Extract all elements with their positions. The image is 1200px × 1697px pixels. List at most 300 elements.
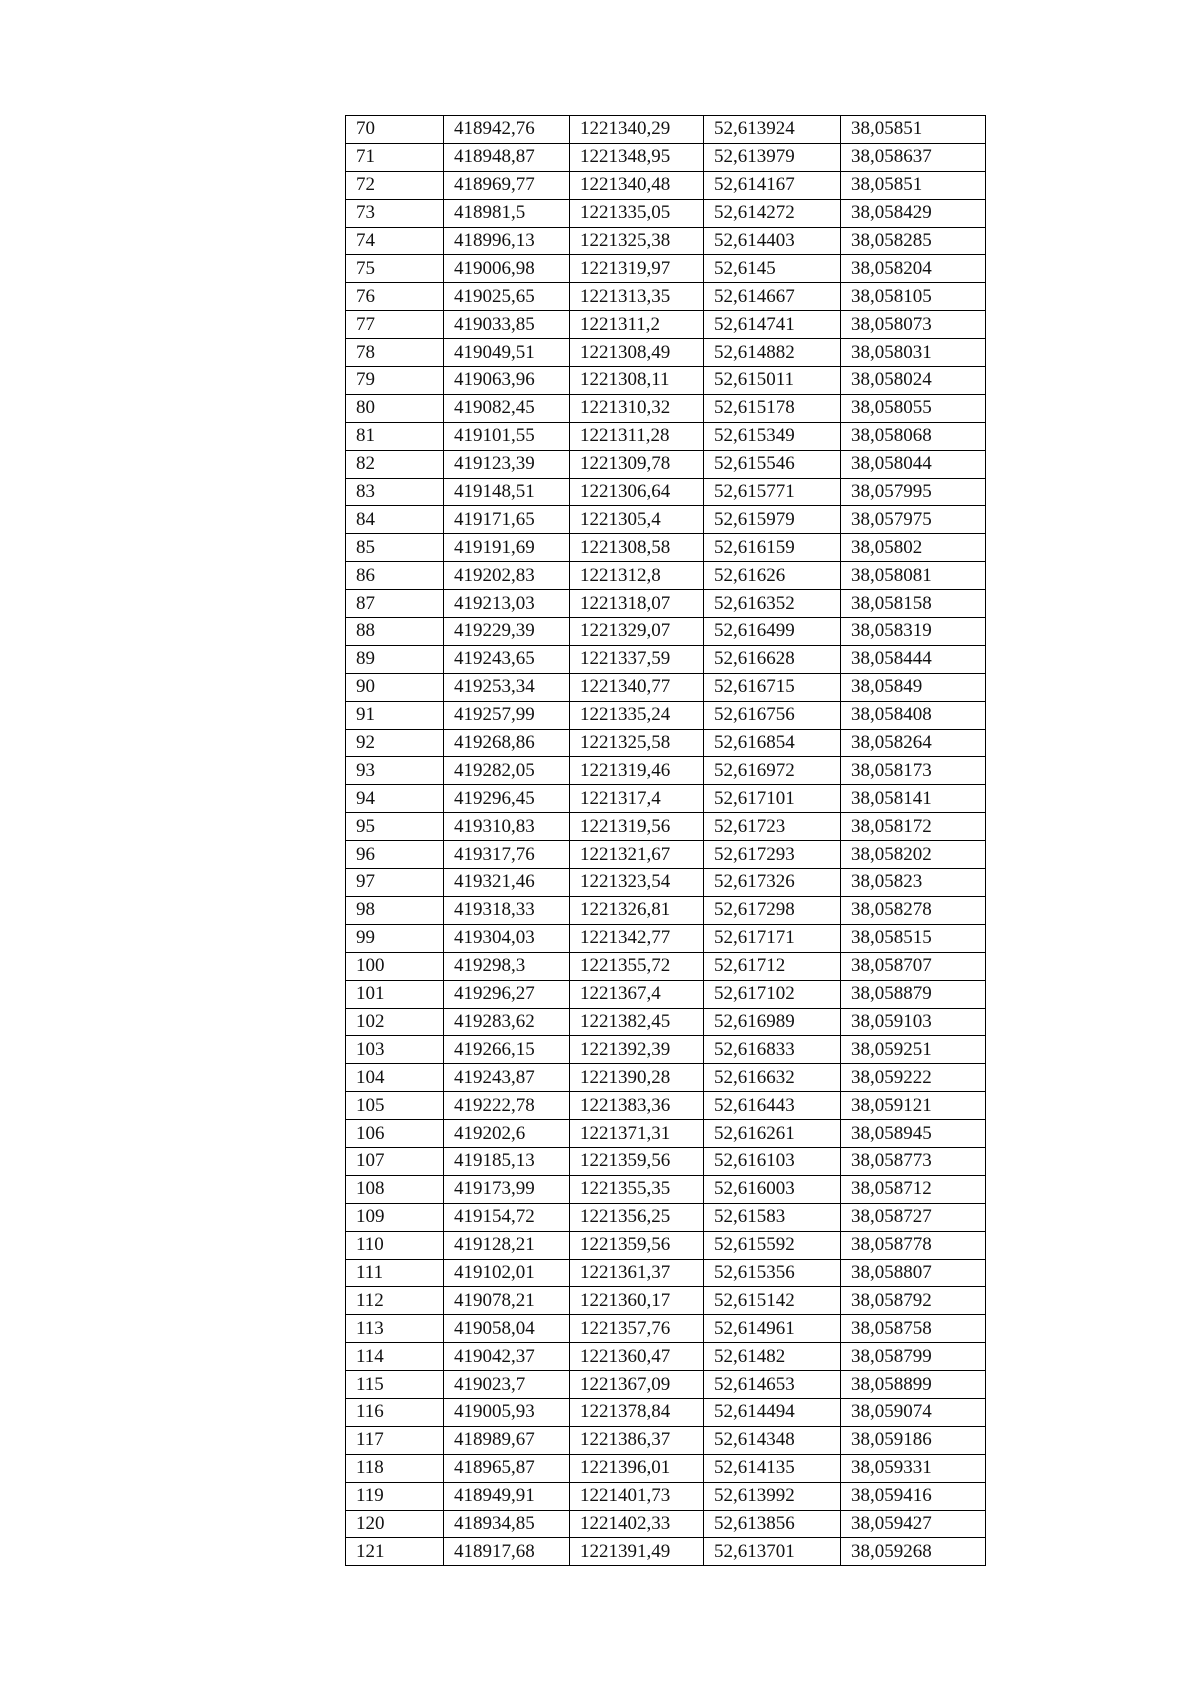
latitude-cell: 52,614882: [704, 339, 841, 367]
x-coordinate-cell: 418981,5: [444, 199, 570, 227]
point-number-cell: 72: [346, 171, 444, 199]
longitude-cell: 38,058031: [841, 339, 986, 367]
point-number-cell: 83: [346, 478, 444, 506]
y-coordinate-cell: 1221390,28: [570, 1064, 704, 1092]
x-coordinate-cell: 419005,93: [444, 1398, 570, 1426]
point-number-cell: 91: [346, 701, 444, 729]
point-number-cell: 119: [346, 1482, 444, 1510]
longitude-cell: 38,058204: [841, 255, 986, 283]
longitude-cell: 38,058055: [841, 394, 986, 422]
point-number-cell: 76: [346, 283, 444, 311]
point-number-cell: 115: [346, 1371, 444, 1399]
point-number-cell: 105: [346, 1092, 444, 1120]
longitude-cell: 38,058278: [841, 896, 986, 924]
point-number-cell: 109: [346, 1203, 444, 1231]
table-row: [346, 757, 986, 785]
y-coordinate-cell: 1221311,28: [570, 422, 704, 450]
latitude-cell: 52,614741: [704, 311, 841, 339]
table-row: [346, 1454, 986, 1482]
longitude-cell: 38,05823: [841, 869, 986, 897]
y-coordinate-cell: 1221402,33: [570, 1510, 704, 1538]
latitude-cell: 52,616833: [704, 1036, 841, 1064]
x-coordinate-cell: 419222,78: [444, 1092, 570, 1120]
longitude-cell: 38,059074: [841, 1398, 986, 1426]
point-number-cell: 85: [346, 534, 444, 562]
y-coordinate-cell: 1221325,58: [570, 729, 704, 757]
longitude-cell: 38,058758: [841, 1315, 986, 1343]
point-number-cell: 100: [346, 952, 444, 980]
x-coordinate-cell: 418996,13: [444, 227, 570, 255]
y-coordinate-cell: 1221319,97: [570, 255, 704, 283]
y-coordinate-cell: 1221348,95: [570, 143, 704, 171]
x-coordinate-cell: 419078,21: [444, 1287, 570, 1315]
x-coordinate-cell: 419102,01: [444, 1259, 570, 1287]
y-coordinate-cell: 1221335,24: [570, 701, 704, 729]
latitude-cell: 52,614167: [704, 171, 841, 199]
y-coordinate-cell: 1221313,35: [570, 283, 704, 311]
longitude-cell: 38,059251: [841, 1036, 986, 1064]
point-number-cell: 82: [346, 450, 444, 478]
x-coordinate-cell: 419025,65: [444, 283, 570, 311]
longitude-cell: 38,058408: [841, 701, 986, 729]
table-row: [346, 534, 986, 562]
point-number-cell: 71: [346, 143, 444, 171]
table-row: [346, 841, 986, 869]
longitude-cell: 38,058141: [841, 785, 986, 813]
point-number-cell: 117: [346, 1426, 444, 1454]
point-number-cell: 106: [346, 1120, 444, 1148]
y-coordinate-cell: 1221308,49: [570, 339, 704, 367]
x-coordinate-cell: 418949,91: [444, 1482, 570, 1510]
table-row: [346, 980, 986, 1008]
y-coordinate-cell: 1221308,11: [570, 367, 704, 395]
point-number-cell: 111: [346, 1259, 444, 1287]
point-number-cell: 110: [346, 1231, 444, 1259]
longitude-cell: 38,058712: [841, 1175, 986, 1203]
table-row: [346, 339, 986, 367]
y-coordinate-cell: 1221355,35: [570, 1175, 704, 1203]
x-coordinate-cell: 419185,13: [444, 1147, 570, 1175]
x-coordinate-cell: 418969,77: [444, 171, 570, 199]
x-coordinate-cell: 419202,6: [444, 1120, 570, 1148]
point-number-cell: 108: [346, 1175, 444, 1203]
longitude-cell: 38,058173: [841, 757, 986, 785]
table-row: [346, 367, 986, 395]
latitude-cell: 52,613992: [704, 1482, 841, 1510]
x-coordinate-cell: 419082,45: [444, 394, 570, 422]
point-number-cell: 98: [346, 896, 444, 924]
coordinates-table: [345, 115, 986, 1566]
y-coordinate-cell: 1221335,05: [570, 199, 704, 227]
table-row: [346, 1120, 986, 1148]
longitude-cell: 38,059427: [841, 1510, 986, 1538]
point-number-cell: 89: [346, 645, 444, 673]
y-coordinate-cell: 1221360,17: [570, 1287, 704, 1315]
latitude-cell: 52,614494: [704, 1398, 841, 1426]
point-number-cell: 90: [346, 673, 444, 701]
table-row: [346, 1231, 986, 1259]
latitude-cell: 52,617102: [704, 980, 841, 1008]
table-row: [346, 645, 986, 673]
point-number-cell: 92: [346, 729, 444, 757]
latitude-cell: 52,616632: [704, 1064, 841, 1092]
x-coordinate-cell: 418934,85: [444, 1510, 570, 1538]
point-number-cell: 114: [346, 1343, 444, 1371]
point-number-cell: 74: [346, 227, 444, 255]
longitude-cell: 38,058773: [841, 1147, 986, 1175]
latitude-cell: 52,61626: [704, 562, 841, 590]
longitude-cell: 38,058637: [841, 143, 986, 171]
y-coordinate-cell: 1221386,37: [570, 1426, 704, 1454]
longitude-cell: 38,05851: [841, 171, 986, 199]
longitude-cell: 38,058515: [841, 924, 986, 952]
y-coordinate-cell: 1221309,78: [570, 450, 704, 478]
y-coordinate-cell: 1221319,46: [570, 757, 704, 785]
latitude-cell: 52,615178: [704, 394, 841, 422]
longitude-cell: 38,058879: [841, 980, 986, 1008]
longitude-cell: 38,058799: [841, 1343, 986, 1371]
table-row: [346, 1008, 986, 1036]
x-coordinate-cell: 418948,87: [444, 143, 570, 171]
table-row: [346, 1092, 986, 1120]
y-coordinate-cell: 1221371,31: [570, 1120, 704, 1148]
longitude-cell: 38,057995: [841, 478, 986, 506]
point-number-cell: 96: [346, 841, 444, 869]
x-coordinate-cell: 419049,51: [444, 339, 570, 367]
latitude-cell: 52,615011: [704, 367, 841, 395]
longitude-cell: 38,059331: [841, 1454, 986, 1482]
table-row: [346, 1203, 986, 1231]
point-number-cell: 97: [346, 869, 444, 897]
point-number-cell: 94: [346, 785, 444, 813]
latitude-cell: 52,616003: [704, 1175, 841, 1203]
table-row: [346, 1175, 986, 1203]
latitude-cell: 52,617298: [704, 896, 841, 924]
longitude-cell: 38,058899: [841, 1371, 986, 1399]
table-row: [346, 116, 986, 144]
y-coordinate-cell: 1221367,09: [570, 1371, 704, 1399]
point-number-cell: 120: [346, 1510, 444, 1538]
longitude-cell: 38,058024: [841, 367, 986, 395]
x-coordinate-cell: 419282,05: [444, 757, 570, 785]
latitude-cell: 52,616352: [704, 590, 841, 618]
table-row: [346, 422, 986, 450]
x-coordinate-cell: 419006,98: [444, 255, 570, 283]
longitude-cell: 38,058044: [841, 450, 986, 478]
y-coordinate-cell: 1221321,67: [570, 841, 704, 869]
x-coordinate-cell: 419101,55: [444, 422, 570, 450]
latitude-cell: 52,615356: [704, 1259, 841, 1287]
table-row: [346, 952, 986, 980]
x-coordinate-cell: 419317,76: [444, 841, 570, 869]
table-row: [346, 506, 986, 534]
longitude-cell: 38,058792: [841, 1287, 986, 1315]
latitude-cell: 52,616159: [704, 534, 841, 562]
latitude-cell: 52,61583: [704, 1203, 841, 1231]
x-coordinate-cell: 419243,65: [444, 645, 570, 673]
point-number-cell: 104: [346, 1064, 444, 1092]
latitude-cell: 52,613856: [704, 1510, 841, 1538]
longitude-cell: 38,059416: [841, 1482, 986, 1510]
y-coordinate-cell: 1221340,77: [570, 673, 704, 701]
point-number-cell: 86: [346, 562, 444, 590]
y-coordinate-cell: 1221342,77: [570, 924, 704, 952]
point-number-cell: 84: [346, 506, 444, 534]
y-coordinate-cell: 1221326,81: [570, 896, 704, 924]
x-coordinate-cell: 419296,27: [444, 980, 570, 1008]
y-coordinate-cell: 1221312,8: [570, 562, 704, 590]
point-number-cell: 78: [346, 339, 444, 367]
latitude-cell: 52,613979: [704, 143, 841, 171]
latitude-cell: 52,615979: [704, 506, 841, 534]
y-coordinate-cell: 1221391,49: [570, 1538, 704, 1566]
x-coordinate-cell: 419298,3: [444, 952, 570, 980]
table-row: [346, 1538, 986, 1566]
point-number-cell: 121: [346, 1538, 444, 1566]
table-row: [346, 1398, 986, 1426]
table-row: [346, 1259, 986, 1287]
y-coordinate-cell: 1221360,47: [570, 1343, 704, 1371]
latitude-cell: 52,616628: [704, 645, 841, 673]
table-row: [346, 255, 986, 283]
x-coordinate-cell: 419033,85: [444, 311, 570, 339]
table-row: [346, 673, 986, 701]
table-row: [346, 1036, 986, 1064]
y-coordinate-cell: 1221323,54: [570, 869, 704, 897]
latitude-cell: 52,616756: [704, 701, 841, 729]
latitude-cell: 52,616261: [704, 1120, 841, 1148]
longitude-cell: 38,058945: [841, 1120, 986, 1148]
coordinates-table-body: [346, 116, 986, 1566]
y-coordinate-cell: 1221318,07: [570, 590, 704, 618]
latitude-cell: 52,614135: [704, 1454, 841, 1482]
y-coordinate-cell: 1221361,37: [570, 1259, 704, 1287]
x-coordinate-cell: 419304,03: [444, 924, 570, 952]
latitude-cell: 52,616499: [704, 618, 841, 646]
x-coordinate-cell: 419310,83: [444, 813, 570, 841]
longitude-cell: 38,058429: [841, 199, 986, 227]
y-coordinate-cell: 1221383,36: [570, 1092, 704, 1120]
longitude-cell: 38,059103: [841, 1008, 986, 1036]
y-coordinate-cell: 1221337,59: [570, 645, 704, 673]
y-coordinate-cell: 1221340,48: [570, 171, 704, 199]
longitude-cell: 38,058264: [841, 729, 986, 757]
longitude-cell: 38,059121: [841, 1092, 986, 1120]
y-coordinate-cell: 1221356,25: [570, 1203, 704, 1231]
y-coordinate-cell: 1221378,84: [570, 1398, 704, 1426]
table-row: [346, 1064, 986, 1092]
x-coordinate-cell: 419283,62: [444, 1008, 570, 1036]
longitude-cell: 38,057975: [841, 506, 986, 534]
table-row: [346, 1315, 986, 1343]
table-row: [346, 283, 986, 311]
latitude-cell: 52,615142: [704, 1287, 841, 1315]
y-coordinate-cell: 1221325,38: [570, 227, 704, 255]
latitude-cell: 52,616443: [704, 1092, 841, 1120]
table-row: [346, 1510, 986, 1538]
point-number-cell: 75: [346, 255, 444, 283]
x-coordinate-cell: 419202,83: [444, 562, 570, 590]
y-coordinate-cell: 1221382,45: [570, 1008, 704, 1036]
longitude-cell: 38,058073: [841, 311, 986, 339]
latitude-cell: 52,6145: [704, 255, 841, 283]
x-coordinate-cell: 418965,87: [444, 1454, 570, 1482]
x-coordinate-cell: 419253,34: [444, 673, 570, 701]
longitude-cell: 38,058105: [841, 283, 986, 311]
point-number-cell: 103: [346, 1036, 444, 1064]
longitude-cell: 38,059222: [841, 1064, 986, 1092]
point-number-cell: 80: [346, 394, 444, 422]
latitude-cell: 52,615349: [704, 422, 841, 450]
table-row: [346, 1482, 986, 1510]
longitude-cell: 38,05851: [841, 116, 986, 144]
x-coordinate-cell: 419148,51: [444, 478, 570, 506]
latitude-cell: 52,614348: [704, 1426, 841, 1454]
point-number-cell: 116: [346, 1398, 444, 1426]
y-coordinate-cell: 1221310,32: [570, 394, 704, 422]
point-number-cell: 93: [346, 757, 444, 785]
latitude-cell: 52,615771: [704, 478, 841, 506]
longitude-cell: 38,059268: [841, 1538, 986, 1566]
longitude-cell: 38,058158: [841, 590, 986, 618]
latitude-cell: 52,61712: [704, 952, 841, 980]
latitude-cell: 52,61723: [704, 813, 841, 841]
x-coordinate-cell: 418942,76: [444, 116, 570, 144]
point-number-cell: 107: [346, 1147, 444, 1175]
table-row: [346, 1287, 986, 1315]
latitude-cell: 52,615592: [704, 1231, 841, 1259]
table-row: [346, 394, 986, 422]
y-coordinate-cell: 1221305,4: [570, 506, 704, 534]
table-row: [346, 562, 986, 590]
table-row: [346, 478, 986, 506]
point-number-cell: 95: [346, 813, 444, 841]
x-coordinate-cell: 419268,86: [444, 729, 570, 757]
x-coordinate-cell: 419154,72: [444, 1203, 570, 1231]
x-coordinate-cell: 419058,04: [444, 1315, 570, 1343]
x-coordinate-cell: 419296,45: [444, 785, 570, 813]
y-coordinate-cell: 1221401,73: [570, 1482, 704, 1510]
latitude-cell: 52,613701: [704, 1538, 841, 1566]
y-coordinate-cell: 1221311,2: [570, 311, 704, 339]
table-row: [346, 896, 986, 924]
y-coordinate-cell: 1221329,07: [570, 618, 704, 646]
x-coordinate-cell: 419243,87: [444, 1064, 570, 1092]
longitude-cell: 38,058727: [841, 1203, 986, 1231]
y-coordinate-cell: 1221392,39: [570, 1036, 704, 1064]
x-coordinate-cell: 419266,15: [444, 1036, 570, 1064]
latitude-cell: 52,616854: [704, 729, 841, 757]
y-coordinate-cell: 1221396,01: [570, 1454, 704, 1482]
point-number-cell: 112: [346, 1287, 444, 1315]
latitude-cell: 52,617101: [704, 785, 841, 813]
longitude-cell: 38,058707: [841, 952, 986, 980]
y-coordinate-cell: 1221319,56: [570, 813, 704, 841]
y-coordinate-cell: 1221355,72: [570, 952, 704, 980]
longitude-cell: 38,058285: [841, 227, 986, 255]
latitude-cell: 52,614653: [704, 1371, 841, 1399]
latitude-cell: 52,617326: [704, 869, 841, 897]
point-number-cell: 70: [346, 116, 444, 144]
point-number-cell: 73: [346, 199, 444, 227]
table-row: [346, 924, 986, 952]
latitude-cell: 52,616989: [704, 1008, 841, 1036]
table-row: [346, 450, 986, 478]
x-coordinate-cell: 419173,99: [444, 1175, 570, 1203]
y-coordinate-cell: 1221340,29: [570, 116, 704, 144]
latitude-cell: 52,613924: [704, 116, 841, 144]
point-number-cell: 81: [346, 422, 444, 450]
latitude-cell: 52,617171: [704, 924, 841, 952]
latitude-cell: 52,614667: [704, 283, 841, 311]
y-coordinate-cell: 1221367,4: [570, 980, 704, 1008]
longitude-cell: 38,058068: [841, 422, 986, 450]
latitude-cell: 52,614403: [704, 227, 841, 255]
longitude-cell: 38,058081: [841, 562, 986, 590]
longitude-cell: 38,05802: [841, 534, 986, 562]
x-coordinate-cell: 418917,68: [444, 1538, 570, 1566]
table-row: [346, 590, 986, 618]
latitude-cell: 52,614272: [704, 199, 841, 227]
longitude-cell: 38,058202: [841, 841, 986, 869]
x-coordinate-cell: 419191,69: [444, 534, 570, 562]
y-coordinate-cell: 1221359,56: [570, 1147, 704, 1175]
x-coordinate-cell: 419257,99: [444, 701, 570, 729]
point-number-cell: 87: [346, 590, 444, 618]
table-row: [346, 729, 986, 757]
table-row: [346, 1426, 986, 1454]
table-row: [346, 171, 986, 199]
x-coordinate-cell: 419023,7: [444, 1371, 570, 1399]
y-coordinate-cell: 1221359,56: [570, 1231, 704, 1259]
point-number-cell: 102: [346, 1008, 444, 1036]
table-row: [346, 869, 986, 897]
longitude-cell: 38,058172: [841, 813, 986, 841]
y-coordinate-cell: 1221317,4: [570, 785, 704, 813]
latitude-cell: 52,616972: [704, 757, 841, 785]
point-number-cell: 118: [346, 1454, 444, 1482]
x-coordinate-cell: 419171,65: [444, 506, 570, 534]
latitude-cell: 52,616715: [704, 673, 841, 701]
table-row: [346, 1371, 986, 1399]
x-coordinate-cell: 419042,37: [444, 1343, 570, 1371]
longitude-cell: 38,058444: [841, 645, 986, 673]
latitude-cell: 52,616103: [704, 1147, 841, 1175]
x-coordinate-cell: 419063,96: [444, 367, 570, 395]
point-number-cell: 101: [346, 980, 444, 1008]
latitude-cell: 52,615546: [704, 450, 841, 478]
point-number-cell: 77: [346, 311, 444, 339]
table-row: [346, 227, 986, 255]
y-coordinate-cell: 1221308,58: [570, 534, 704, 562]
table-row: [346, 1343, 986, 1371]
x-coordinate-cell: 418989,67: [444, 1426, 570, 1454]
x-coordinate-cell: 419123,39: [444, 450, 570, 478]
table-row: [346, 1147, 986, 1175]
x-coordinate-cell: 419318,33: [444, 896, 570, 924]
table-row: [346, 813, 986, 841]
table-row: [346, 199, 986, 227]
y-coordinate-cell: 1221306,64: [570, 478, 704, 506]
point-number-cell: 88: [346, 618, 444, 646]
x-coordinate-cell: 419229,39: [444, 618, 570, 646]
table-row: [346, 311, 986, 339]
x-coordinate-cell: 419128,21: [444, 1231, 570, 1259]
longitude-cell: 38,058319: [841, 618, 986, 646]
table-row: [346, 143, 986, 171]
longitude-cell: 38,059186: [841, 1426, 986, 1454]
point-number-cell: 99: [346, 924, 444, 952]
